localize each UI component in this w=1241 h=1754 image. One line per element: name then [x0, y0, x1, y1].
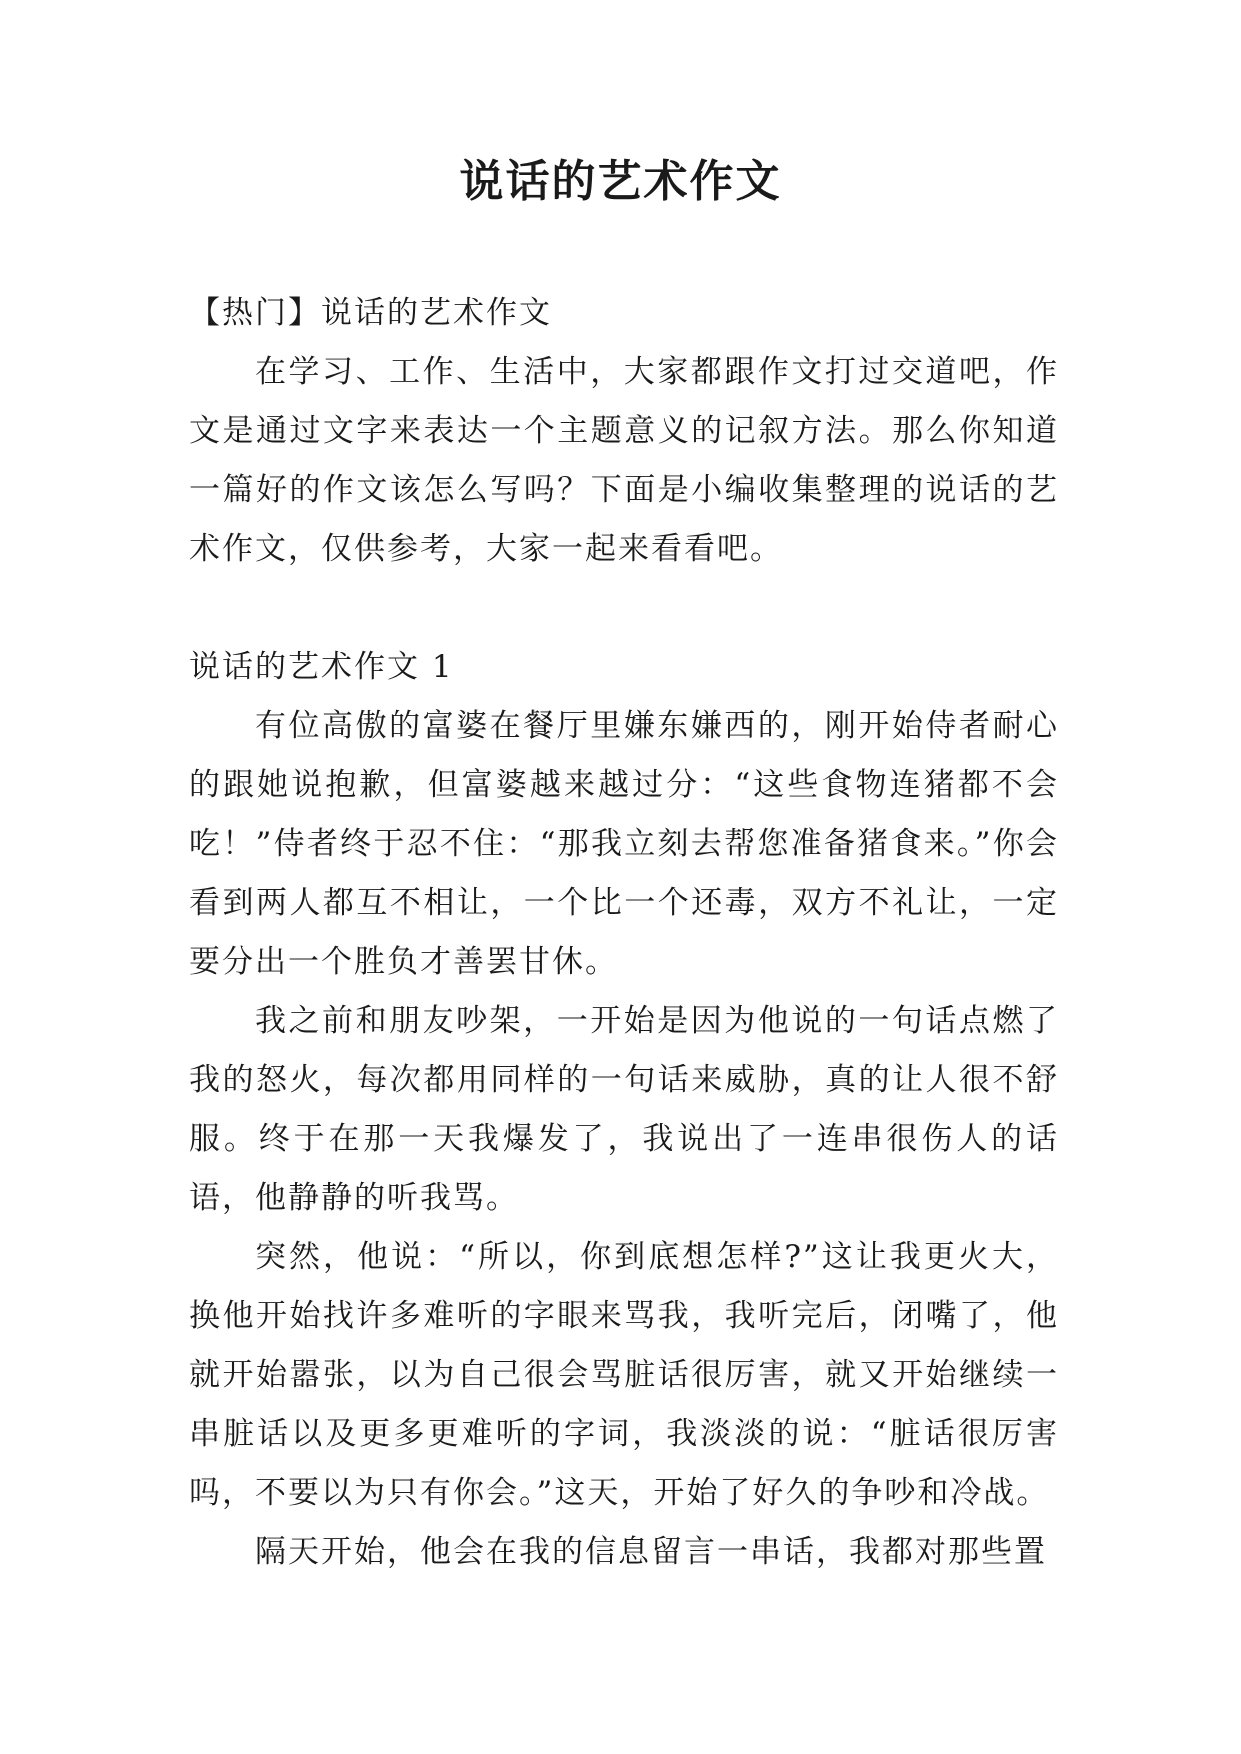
subheading: 【热门】说话的艺术作文 [189, 295, 552, 331]
section-title: 说话的艺术作文 1 [189, 649, 454, 685]
document-title: 说话的艺术作文 [459, 156, 782, 207]
document-body [189, 284, 1059, 1582]
body-paragraph: 有位高傲的富婆在餐厅里嫌东嫌西的，刚开始侍者耐心的跟她说抱歉，但富婆越来越过分：“这些食物连猪都不会吃！”侍者终于忍不住：“那我立刻去帮您准备猪食来。”你会看到两人都互不相让，一个比一个还毒，双方不礼让，一定要分出一个胜负才善罢甘休。 [189, 708, 1059, 980]
body-paragraph: 我之前和朋友吵架，一开始是因为他说的一句话点燃了我的怒火，每次都用同样的一句话来威胁，真的让人很不舒服。终于在那一天我爆发了，我说出了一连串很伤人的话语，他静静的听我骂。 [189, 1003, 1059, 1216]
body-paragraph: 隔天开始，他会在我的信息留言一串话，我都对那些置 [255, 1534, 1047, 1570]
body-paragraph: 突然，他说：“所以，你到底想怎样?”这让我更火大，换他开始找许多难听的字眼来骂我，我听完后，闭嘴了，他就开始嚣张，以为自己很会骂脏话很厉害，就又开始继续一串脏话以及更多更难听的字词，我淡淡的说：“脏话很厉害吗，不要以为只有你会。”这天，开始了好久的争吵和冷战。 [189, 1239, 1059, 1511]
intro-paragraph: 在学习、工作、生活中，大家都跟作文打过交道吧，作文是通过文字来表达一个主题意义的记叙方法。那么你知道一篇好的作文该怎么写吗？下面是小编收集整理的说话的艺术作文，仅供参考，大家一起来看看吧。 [189, 354, 1059, 567]
